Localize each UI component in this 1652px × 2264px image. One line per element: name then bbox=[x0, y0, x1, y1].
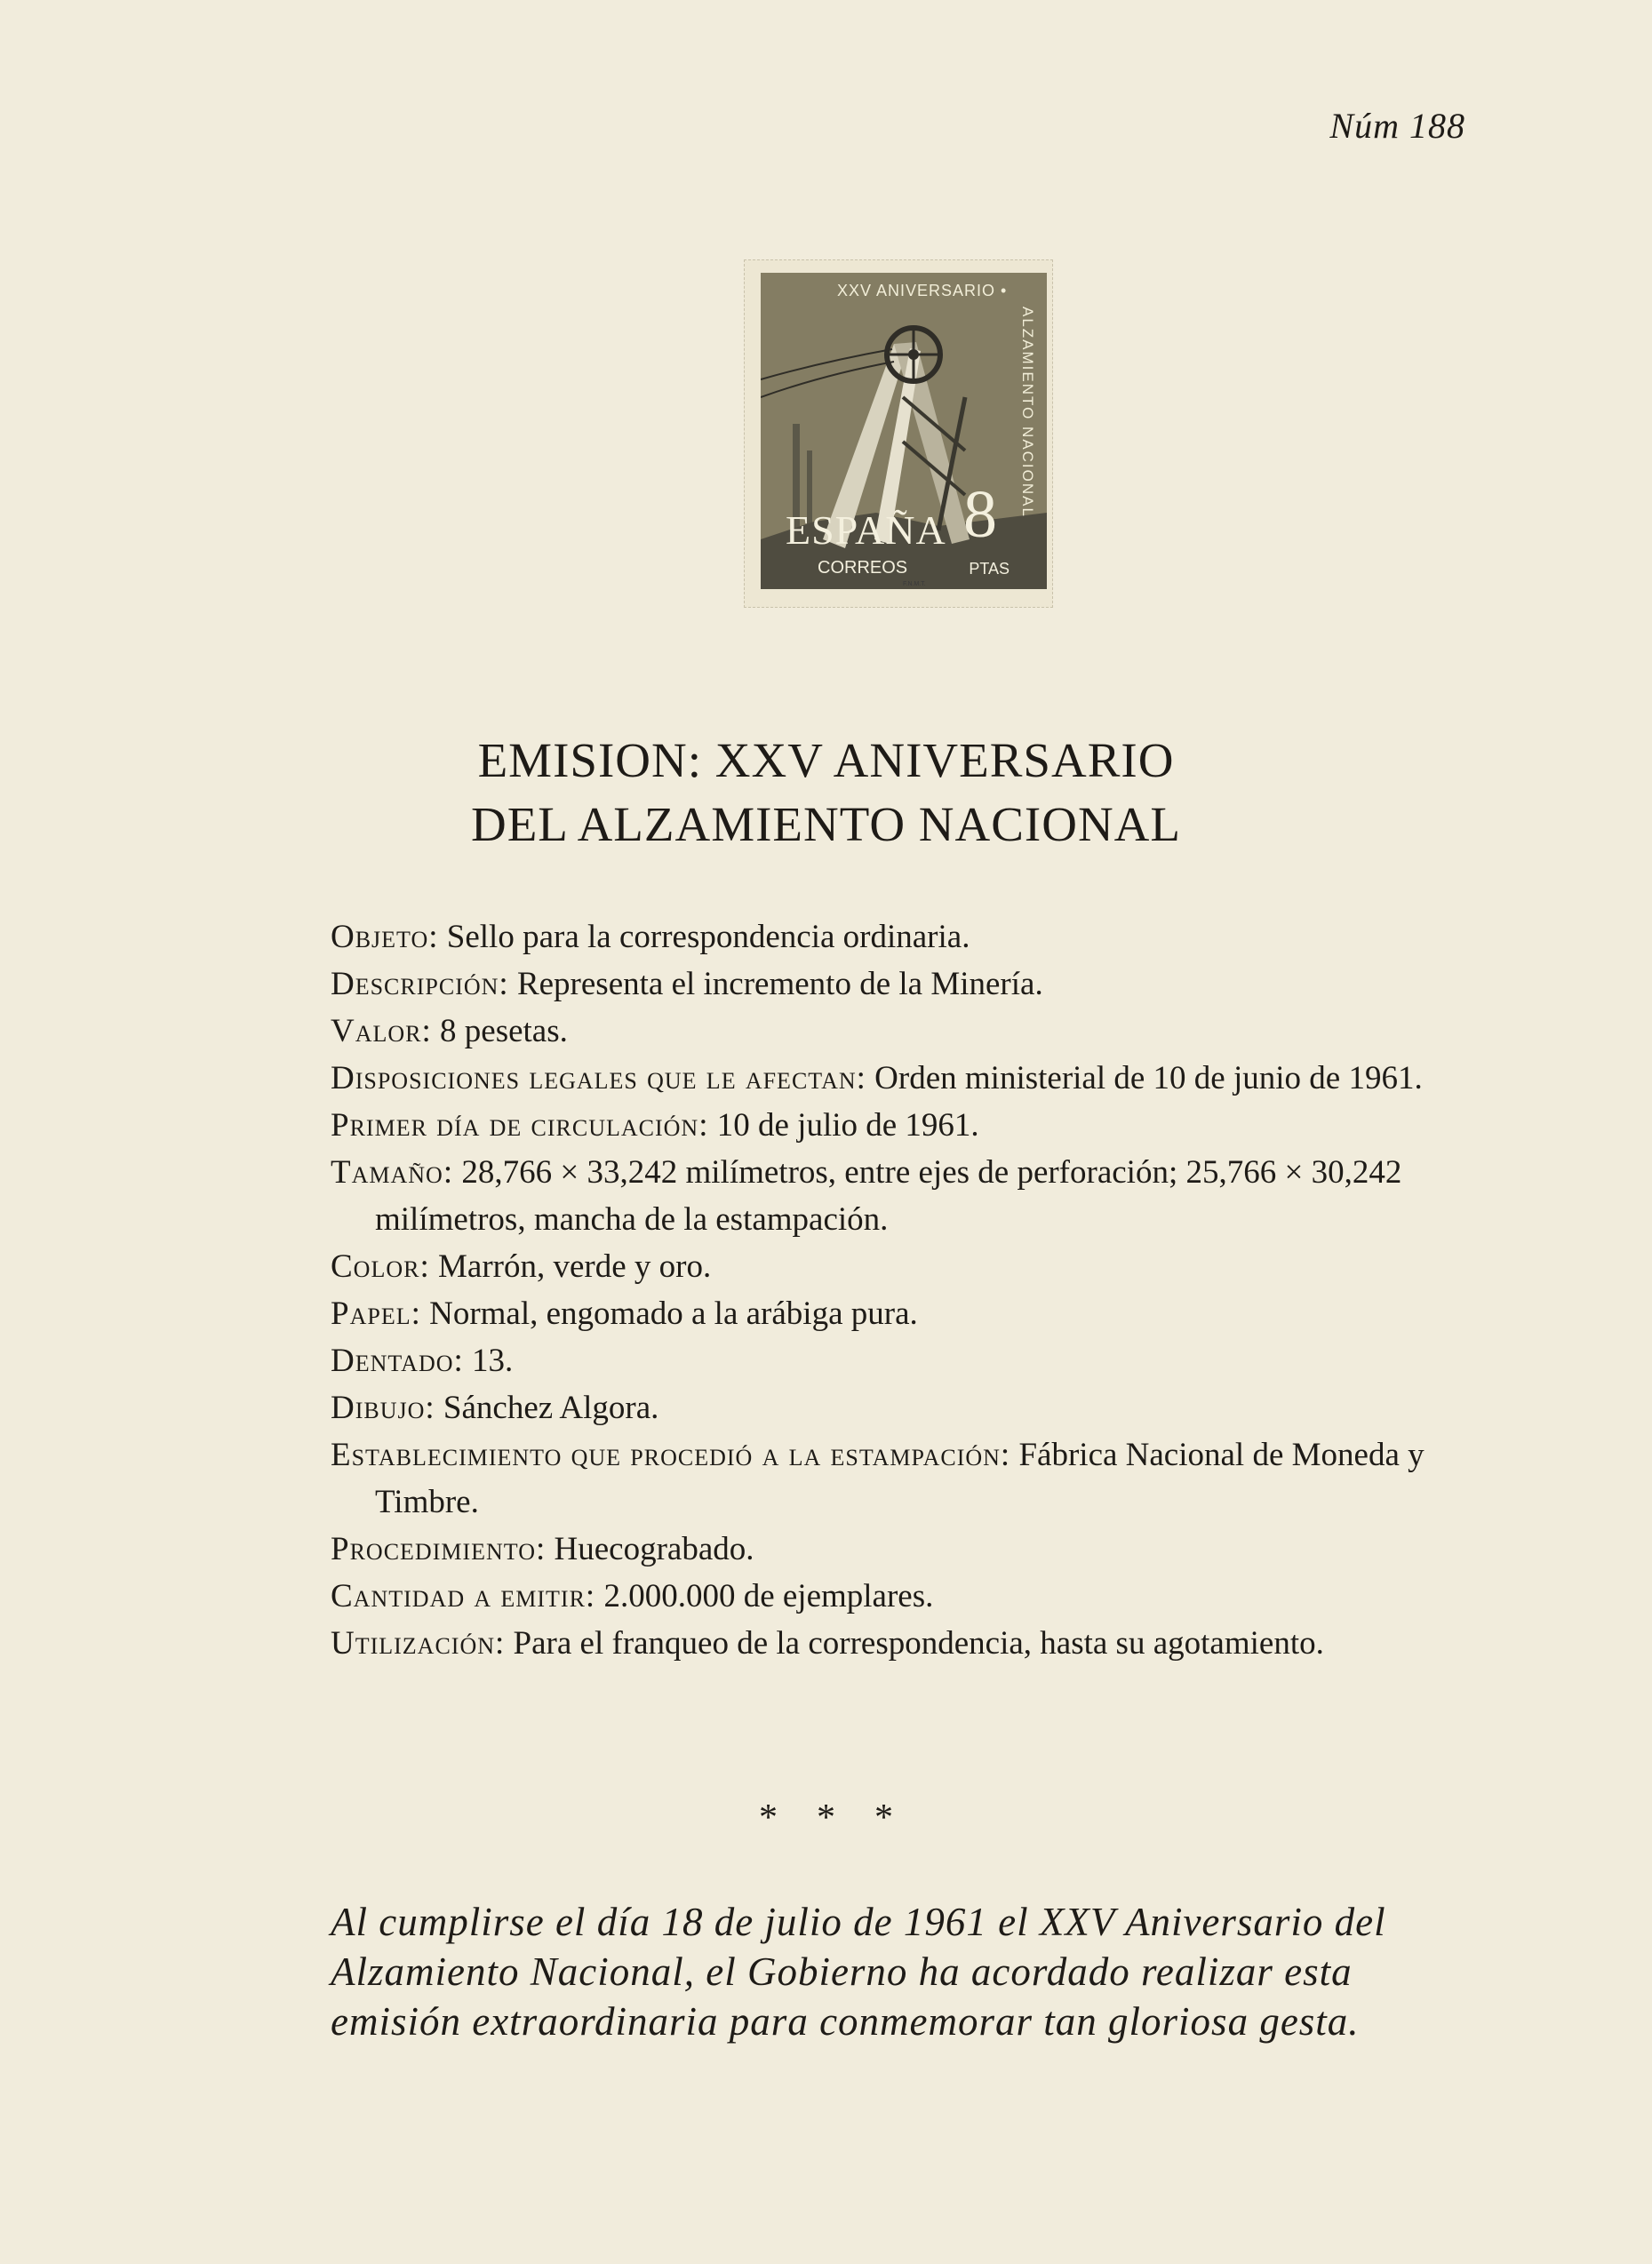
detail-row bbox=[331, 1620, 1459, 1667]
detail-label: Dibujo: bbox=[331, 1390, 435, 1426]
postage-stamp-image bbox=[761, 273, 1047, 589]
detail-row bbox=[331, 1243, 1459, 1290]
detail-row bbox=[331, 1384, 1459, 1431]
detail-row bbox=[331, 1102, 1459, 1149]
stamp-side-text: ALZAMIENTO NACIONAL bbox=[1019, 307, 1036, 518]
page-number: Núm 188 bbox=[1329, 106, 1465, 146]
stamp-country: ESPAÑA bbox=[786, 507, 946, 553]
detail-row bbox=[331, 1008, 1459, 1055]
detail-row bbox=[331, 1431, 1459, 1526]
detail-row bbox=[331, 1149, 1459, 1243]
detail-value: 28,766 × 33,242 milímetros, entre ejes de perforación; 25,766 × 30,242 milímetros, mancha de la estampación. bbox=[375, 1154, 1402, 1238]
detail-value: 2.000.000 de ejemplares. bbox=[595, 1578, 934, 1614]
detail-row bbox=[331, 913, 1459, 961]
detail-row bbox=[331, 1290, 1459, 1337]
stamp-currency: PTAS bbox=[969, 560, 1010, 578]
detail-label: Tamaño: bbox=[331, 1154, 454, 1191]
detail-value: 8 pesetas. bbox=[431, 1013, 568, 1049]
stamp-top-text: XXV ANIVERSARIO • bbox=[837, 282, 1008, 299]
detail-row bbox=[331, 1526, 1459, 1573]
section-separator bbox=[0, 1797, 1652, 1839]
detail-label: Primer día de circulación: bbox=[331, 1107, 709, 1144]
detail-value: Para el franqueo de la correspondencia, hasta su agotamiento. bbox=[505, 1625, 1324, 1662]
detail-row bbox=[331, 1337, 1459, 1384]
detail-label: Papel: bbox=[331, 1295, 421, 1332]
detail-row bbox=[331, 1055, 1459, 1102]
detail-value: Orden ministerial de 10 de junio de 1961. bbox=[866, 1060, 1423, 1096]
detail-label: Utilización: bbox=[331, 1625, 506, 1662]
detail-value: Representa el incremento de la Minería. bbox=[508, 966, 1043, 1002]
stamp-value: 8 bbox=[963, 477, 997, 552]
detail-row bbox=[331, 1573, 1459, 1620]
detail-label: Color: bbox=[331, 1248, 430, 1285]
detail-row bbox=[331, 961, 1459, 1008]
asterisk: * bbox=[817, 1798, 835, 1838]
asterisk: * bbox=[874, 1798, 893, 1838]
detail-label: Disposiciones legales que le afectan: bbox=[331, 1060, 866, 1096]
detail-value: Fábrica Nacional de Moneda y Timbre. bbox=[375, 1437, 1425, 1520]
detail-label: Dentado: bbox=[331, 1343, 464, 1379]
detail-value: Normal, engomado a la arábiga pura. bbox=[420, 1295, 918, 1332]
detail-value: Marrón, verde y oro. bbox=[429, 1248, 712, 1285]
detail-value: Sello para la correspondencia ordinaria. bbox=[438, 919, 970, 955]
stamp-frame bbox=[744, 259, 1053, 608]
detail-label: Establecimiento que procedió a la estampación: bbox=[331, 1437, 1011, 1473]
detail-label: Objeto: bbox=[331, 919, 439, 955]
detail-label: Procedimiento: bbox=[331, 1531, 547, 1567]
title-line-1: EMISION: XXV ANIVERSARIO bbox=[477, 733, 1175, 787]
asterisk: * bbox=[759, 1798, 778, 1838]
detail-label: Descripción: bbox=[331, 966, 509, 1002]
stamp-correos: CORREOS bbox=[818, 558, 908, 578]
emission-title bbox=[0, 729, 1652, 857]
detail-value: 13. bbox=[463, 1343, 514, 1379]
title-line-2: DEL ALZAMIENTO NACIONAL bbox=[470, 797, 1181, 851]
stamp-printer: F.N.M.T. bbox=[903, 581, 926, 587]
closing-paragraph: Al cumplirse el día 18 de julio de 1961 el XXV Aniversario del Alzamiento Nacional, el Gobierno ha acordado realizar esta emisión extraordinaria para conmemorar tan gloriosa gesta. bbox=[331, 1900, 1386, 2044]
detail-value: Huecograbado. bbox=[546, 1531, 754, 1567]
stamp-details bbox=[331, 913, 1459, 1667]
detail-value: 10 de julio de 1961. bbox=[708, 1107, 979, 1144]
detail-value: Sánchez Algora. bbox=[435, 1390, 659, 1426]
detail-label: Cantidad a emitir: bbox=[331, 1578, 596, 1614]
detail-label: Valor: bbox=[331, 1013, 432, 1049]
